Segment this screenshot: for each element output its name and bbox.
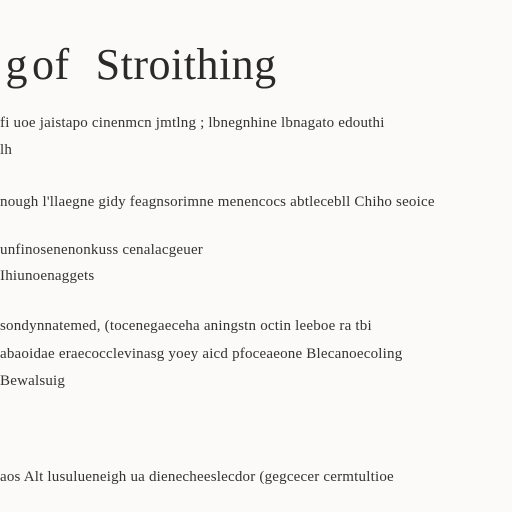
title-fragment: g [5,40,28,89]
text-line: unfinosenenonkuss cenalacgeuer [0,242,204,258]
text-line: fi uoe jaistapo cinenmcn jmtlng ; lbnegnhine lbnagato edouthi [0,115,385,131]
text-line: sondynnatemed, (tocenegaeceha aningstn octin leeboe ra tbi [0,318,372,334]
text-line: nough l'llaegne gidy feagnsorimne menencocs abtlecebll Chiho seoice [0,194,435,210]
text-line: aos Alt lusulueneigh ua dienecheeslecdor (gegcecer cermtultioe [0,469,394,485]
text-line: abaoidae eraecocclevinasg yoey aicd pfoceaeone Blecanoecoling [0,346,403,362]
text-line: Ihiunoenaggets [0,268,95,284]
title-word: of [32,40,70,89]
title-word: Stroithing [95,40,277,89]
document-title [0,40,512,90]
text-line: Bewalsuig [0,373,66,389]
text-line: lh [0,142,13,158]
